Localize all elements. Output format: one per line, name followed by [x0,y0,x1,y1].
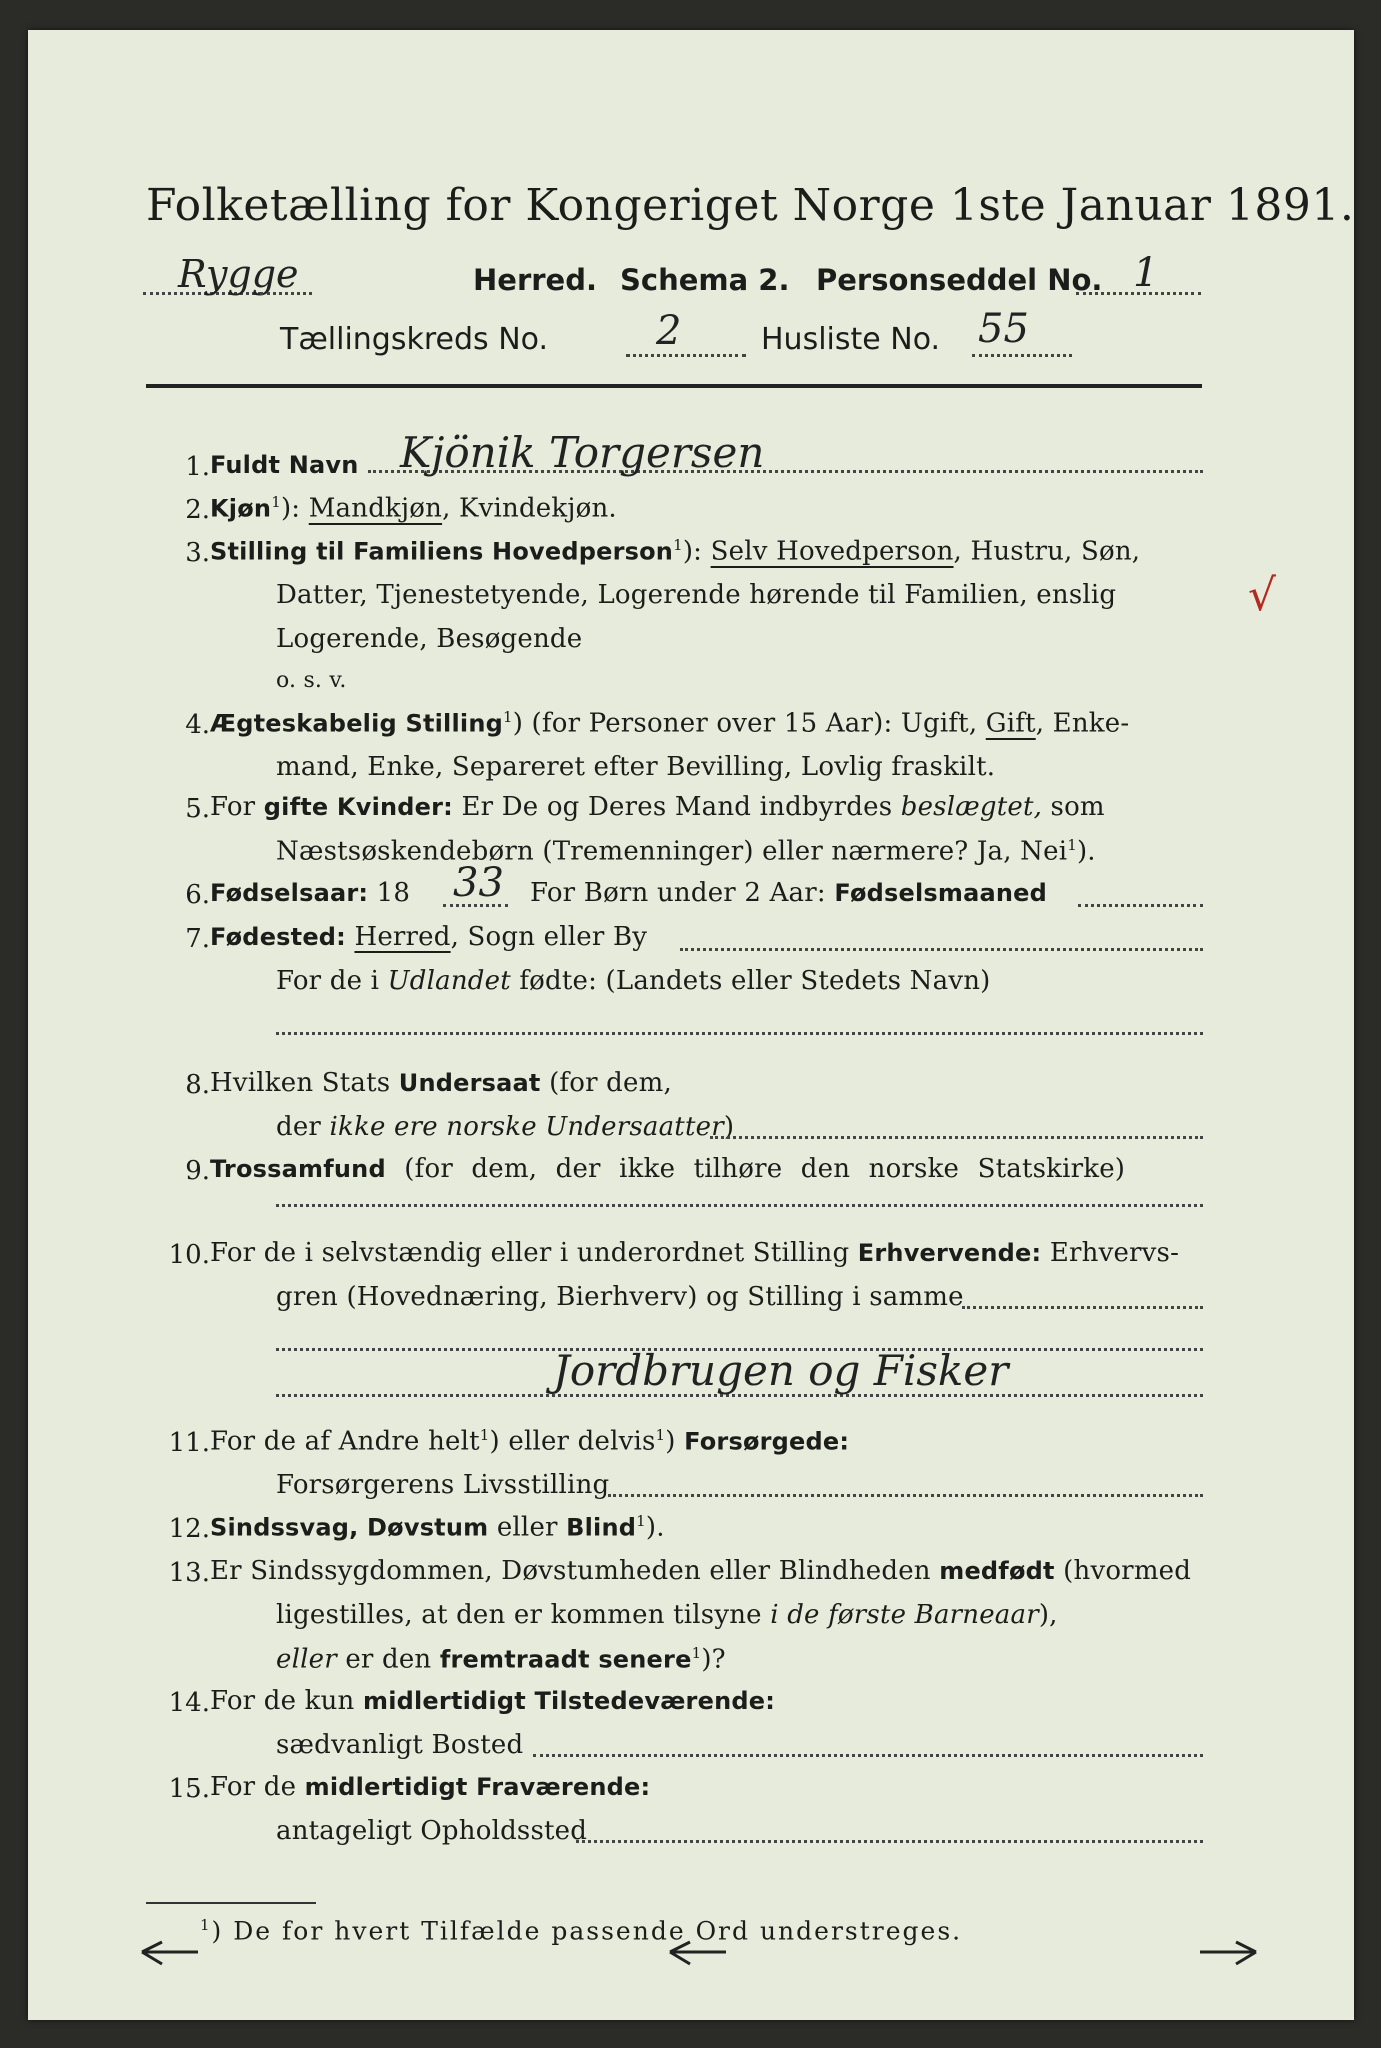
q13-line2a: ligestilles, at den er kommen tilsyne [276,1600,762,1630]
q3-line1 [210,536,1140,567]
q5-text1: For [210,792,256,822]
q11-bold: Forsørgede: [684,1427,850,1456]
q13-line3end: )? [701,1644,726,1675]
kreds-dotline [626,354,746,357]
q7-selected: Herred [354,922,451,952]
q8-number: 8. [185,1070,210,1100]
q15-text: For de [210,1772,297,1802]
q8-line2c: ) [723,1112,735,1142]
q14-line1 [210,1686,775,1716]
q4-sup: 1 [503,708,513,726]
q3-selected: Selv Hovedperson [710,536,954,567]
q11-line1 [210,1426,849,1457]
q7-line2a: For de i [276,966,380,996]
q15-dotline [576,1840,1203,1843]
q8-text1: Hvilken Stats [210,1068,391,1098]
q13-line3a: eller [276,1644,337,1675]
q6-month-dotline [1078,904,1203,907]
q8-dotline [710,1136,1203,1139]
q2-label: Kjøn [210,494,272,523]
q13-line3b: er den [345,1644,432,1675]
q15-number: 15. [168,1774,210,1804]
footnote-text: ) De for hvert Tilfælde passende Ord understreges. [211,1916,963,1946]
husliste-dotline [972,354,1072,357]
q13-number: 13. [168,1558,210,1588]
q4-line1 [210,708,1129,739]
q11-sup1: 1 [479,1426,490,1444]
q9-line1 [210,1154,1125,1184]
q14-text: For de kun [210,1686,355,1716]
q7-dotline [680,948,1203,951]
q11-text2: ) eller delvis [489,1426,656,1457]
registration-mark-center-icon [668,1932,728,1982]
q9-dotline [276,1204,1203,1207]
husliste-label: Husliste No. [761,322,941,357]
q8-bold: Undersaat [398,1069,541,1097]
q13-line1 [210,1556,1191,1586]
q3-line2: Datter, Tjenestetyende, Logerende hørende til Familien, enslig [276,580,1117,610]
q10-occupation-value: Jordbrugen og Fisker [553,1346,1009,1395]
q10-line2: gren (Hovednæring, Bierhverv) og Stilling i samme [276,1282,964,1312]
q3-sup: 1 [673,536,683,554]
q5-line2 [276,836,1096,867]
q11-dotline [608,1494,1203,1497]
q14-line2: sædvanligt Bosted [276,1730,524,1760]
schema-label: Schema 2. [620,263,790,297]
q10-bold: Erhvervende: [857,1239,1042,1267]
registration-mark-left-icon [140,1932,200,1982]
q12-bold1: Sindssvag, Døvstum [210,1513,489,1542]
q12-bold2: Blind [566,1513,637,1542]
form-title: Folketælling for Kongeriget Norge 1ste Januar 1891. [146,180,1355,231]
q1-label [210,450,359,480]
q11-number: 11. [168,1428,210,1458]
footnote-sup: 1 [200,1916,212,1934]
herred-value: Rygge [178,252,299,296]
q3-rest: , Hustru, Søn, [953,536,1141,567]
q1-number: 1. [185,452,210,482]
q7-dotline-2 [276,1032,1203,1035]
q6-year-value: 33 [453,860,504,906]
q13-line2 [276,1600,1058,1630]
q15-bold: midlertidigt Fraværende: [304,1773,651,1801]
q6-text: For Børn under 2 Aar: [530,878,826,908]
q2-number: 2. [185,495,210,525]
kreds-label: Tællingskreds No. [280,322,548,357]
q6-label2: Fødselsmaaned [834,879,1048,907]
q14-dotline [533,1754,1203,1757]
q5-end: ). [1076,836,1096,867]
q13-text2: (hvormed [1063,1556,1192,1586]
q2-option-rest: , Kvindekjøn. [442,493,617,524]
q4-text1: ) (for Personer over 15 Aar): Ugift, [512,708,978,739]
personseddel-label: Personseddel No. [816,263,1103,297]
q13-line3 [276,1644,726,1675]
q14-bold: midlertidigt Tilstedeværende: [362,1687,776,1715]
q12-line1 [210,1512,665,1543]
q8-line2a: der [276,1112,322,1142]
q9-number: 9. [185,1156,210,1186]
q15-line2: antageligt Opholdssted [276,1816,588,1846]
q10-line1 [210,1238,1179,1268]
q13-line2b: i de første Barneaar [770,1600,1039,1630]
q11-sup2: 1 [655,1426,666,1444]
kreds-value: 2 [656,308,682,354]
q7-line1 [210,922,647,952]
q10-text2: Erhvervs- [1049,1238,1180,1268]
q3-label: Stilling til Familiens Hovedperson [210,537,674,566]
q3-line3: Logerende, Besøgende [276,624,583,654]
q5-number: 5. [185,794,210,824]
personseddel-value: 1 [1133,250,1159,296]
check-mark-icon: √ [1248,570,1277,621]
q5-line2-text: Næstsøskendebørn (Tremenninger) eller nærmere? Ja, Nei [276,836,1068,867]
q4-line2: mand, Enke, Separeret efter Bevilling, Lovlig fraskilt. [276,752,996,782]
q14-number: 14. [168,1688,210,1718]
q7-line2 [276,966,991,996]
q5-italic: beslægtet, [900,792,1043,822]
q2-sup: 1 [271,493,281,511]
q4-label: Ægteskabelig Stilling [210,709,503,738]
q13-bold: medfødt [939,1557,1055,1585]
q7-line2b: Udlandet [387,966,511,996]
q1-name-value: Kjönik Torgersen [400,428,765,477]
q5-sup: 1 [1067,836,1077,854]
q5-text3: som [1050,792,1105,822]
q8-text2: (for dem, [549,1068,672,1098]
q6-label-wrap [210,878,410,908]
registration-mark-right-icon [1198,1932,1258,1982]
q10-text1: For de i selvstændig eller i underordnet Stilling [210,1238,850,1268]
header-rule [146,384,1202,388]
q9-text: (for dem, der ikke tilhøre den norske Statskirke) [404,1154,1126,1184]
q8-line2 [276,1112,734,1142]
q5-text2: Er De og Deres Mand indbyrdes [461,792,893,822]
q3-mid: ): [682,536,703,567]
husliste-value: 55 [978,306,1029,352]
q4-selected: Gift [985,708,1036,739]
q6-label: Fødselsaar: [210,879,369,907]
q11-text3: ) [665,1426,676,1457]
q5-line1 [210,792,1105,822]
q11-line2: Forsørgerens Livsstilling [276,1470,610,1500]
q8-line1 [210,1068,672,1098]
q12-number: 12. [168,1514,210,1544]
q13-line3bold: fremtraadt senere [439,1645,692,1674]
q15-line1 [210,1772,650,1802]
q1-label-text: Fuldt Navn [210,451,359,479]
footnote-rule [146,1902,316,1904]
q6-prefix: 18 [376,878,411,908]
q2-mid: ): [280,493,301,524]
q9-bold: Trossamfund [210,1155,386,1183]
q12-text: eller [496,1512,558,1543]
q6-number: 6. [185,880,210,910]
q3-number: 3. [185,538,210,568]
q4-number: 4. [185,710,210,740]
q13-sup: 1 [691,1644,702,1662]
q3-line4: o. s. v. [276,668,347,693]
q4-text2: , Enke- [1035,708,1130,739]
q12-sup: 1 [636,1512,646,1530]
q7-number: 7. [185,924,210,954]
footnote [200,1916,962,1945]
q7-line2c: fødte: (Landets eller Stedets Navn) [519,966,991,996]
q10-dotline [962,1306,1203,1309]
q13-text1: Er Sindssygdommen, Døvstumheden eller Blindheden [210,1556,931,1586]
q2-line [210,493,617,524]
q7-text: , Sogn eller By [450,922,648,952]
q13-line2c: ), [1038,1600,1058,1630]
q10-number: 10. [168,1240,210,1270]
q5-bold: gifte Kvinder: [263,793,453,821]
q11-text1: For de af Andre helt [210,1426,480,1457]
q6-rest [530,878,1047,908]
q7-label: Fødested: [210,923,346,951]
q2-option-mandkjon: Mandkjøn [308,493,443,524]
census-form-sheet [28,30,1354,2020]
herred-label: Herred. [473,263,597,297]
q8-line2b: ikke ere norske Undersaatter [329,1112,724,1142]
q12-end: ). [645,1512,665,1543]
herred-dotline-2 [260,292,312,295]
